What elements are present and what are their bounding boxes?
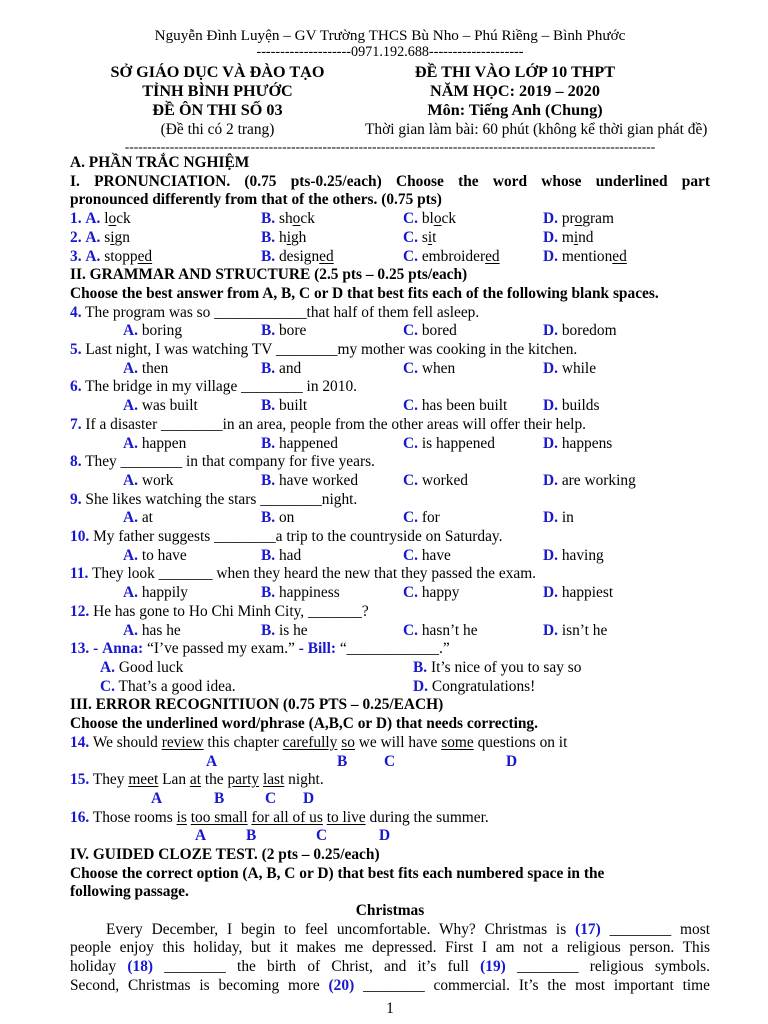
- question-number: 8.: [70, 453, 82, 471]
- option-text: builds: [561, 397, 600, 415]
- option-text: when: [421, 359, 456, 377]
- question-number: 16.: [70, 808, 90, 826]
- option-text: Good luck: [118, 658, 184, 676]
- option-text: has been built: [421, 397, 508, 415]
- blank-20-marker: (20): [328, 976, 355, 994]
- question-10-options: A. to have B. had C. have D. having: [123, 546, 604, 564]
- exam-set-number: ĐỀ ÔN THI SỐ 03: [152, 101, 283, 119]
- question-text: She likes watching the stars ________night.: [85, 490, 358, 508]
- question-8-options: A. work B. have worked C. worked D. are working: [123, 471, 636, 489]
- section4-instruction-line2: following passage.: [70, 883, 189, 901]
- section3-instruction: Choose the underlined word/phrase (A,B,C or D) that needs correcting.: [70, 715, 538, 733]
- option-text: happened: [278, 434, 338, 452]
- option-text: is he: [278, 621, 308, 639]
- option-text: on: [278, 509, 295, 527]
- question-text: The bridge in my village ________ in 2010.: [85, 378, 357, 396]
- question-number: 10.: [70, 528, 90, 546]
- option-text: have: [421, 546, 451, 564]
- speaker-anna: Anna:: [102, 640, 144, 658]
- section2-heading: II. GRAMMAR AND STRUCTURE (2.5 pts – 0.25 pts/each): [70, 266, 468, 284]
- option-word: mind: [561, 228, 594, 246]
- question-5: [70, 341, 710, 360]
- question-1: 1. A. lock B. shock C. block D. program: [70, 210, 614, 228]
- passage-line-2: people enjoy this holiday, but it makes me depressed. First I am not a religious person. This: [70, 939, 710, 957]
- section4-heading: IV. GUIDED CLOZE TEST. (2 pts – 0.25/each): [70, 845, 380, 863]
- department-line: SỞ GIÁO DỤC VÀ ĐÀO TẠO: [110, 63, 325, 81]
- section1-heading-line1: I. PRONUNCIATION. (0.75 pts-0.25/each) Choose the word whose underlined part: [70, 172, 710, 190]
- header-left-block: [70, 63, 365, 139]
- question-4: [70, 304, 710, 323]
- option-word: designed: [278, 247, 334, 265]
- blank-18-marker: (18): [127, 958, 154, 976]
- question-text: My father suggests ________a trip to the countryside on Saturday.: [93, 528, 503, 546]
- option-word: mentioned: [561, 247, 627, 265]
- option-text: built: [278, 397, 308, 415]
- passage-line-4: Second, Christmas is becoming more (20) ________ commercial. It’s the most important time: [70, 976, 710, 994]
- phone-line: --------------------0971.192.688--------------------: [256, 44, 524, 60]
- question-14: 14. We should review this chapter carefully so we will have some questions on it: [70, 733, 568, 751]
- question-9: [70, 491, 710, 510]
- option-text: worked: [421, 471, 468, 489]
- passage-line-1: Every December, I begin to feel uncomfortable. Why? Christmas is (17) ________ most: [106, 920, 710, 938]
- question-2: 2. A. sign B. high C. sit D. mind: [70, 228, 594, 246]
- option-text: That’s a good idea.: [118, 677, 236, 695]
- subject-line: Môn: Tiếng Anh (Chung): [427, 101, 603, 119]
- option-text: bored: [421, 322, 457, 340]
- option-word: shock: [278, 210, 315, 228]
- option-text: and: [278, 359, 302, 377]
- question-text: They look _______ when they heard the new that they passed the exam.: [91, 565, 537, 583]
- question-11: [70, 565, 710, 584]
- option-text: happen: [141, 434, 187, 452]
- question-number: 13.: [70, 640, 90, 658]
- question-12: [70, 603, 710, 622]
- question-text: He has gone to Ho Chi Minh City, _______?: [93, 602, 369, 620]
- option-text: is happened: [421, 434, 495, 452]
- option-word: stopped: [104, 247, 153, 265]
- question-16: 16. Those rooms is too small for all of us to live during the summer.: [70, 808, 489, 826]
- question-number: 12.: [70, 602, 90, 620]
- question-13-options-row1: A. Good luck B. It’s nice of you to say so: [100, 658, 582, 676]
- question-number: 2.: [70, 228, 82, 246]
- option-text: was built: [141, 397, 198, 415]
- option-word: block: [421, 210, 457, 228]
- option-word: sign: [104, 228, 130, 246]
- dashed-divider: ----------------------------------------------------------------------------------------------------------------------: [124, 139, 656, 154]
- question-10: [70, 528, 710, 547]
- option-word: program: [561, 210, 614, 228]
- option-text: then: [141, 359, 169, 377]
- question-number: 5.: [70, 341, 82, 359]
- section1-heading-line2: pronounced differently from that of the others. (0.75 pts): [70, 191, 442, 209]
- option-word: high: [278, 228, 307, 246]
- question-6-options: A. was built B. built C. has been built D. builds: [123, 397, 600, 415]
- question-number: 14.: [70, 733, 90, 751]
- part-a-title: A. PHẦN TRẮC NGHIỆM: [70, 154, 250, 171]
- question-number: 7.: [70, 415, 82, 433]
- option-text: while: [561, 359, 597, 377]
- option-word: embroidered: [421, 247, 500, 265]
- question-7-options: A. happen B. happened C. is happened D. happens: [123, 434, 613, 452]
- option-text: for: [421, 509, 440, 527]
- section4-instruction-line1: Choose the correct option (A, B, C or D) that best fits each numbered space in the: [70, 864, 605, 882]
- blank-17-marker: (17): [575, 920, 601, 938]
- passage-title: Christmas: [355, 902, 425, 920]
- option-text: having: [561, 546, 604, 564]
- option-text: hasn’t he: [421, 621, 478, 639]
- option-text: It’s nice of you to say so: [430, 658, 582, 676]
- question-number: 15.: [70, 771, 90, 789]
- question-4-options: A. boring B. bore C. bored D. boredom: [123, 322, 617, 340]
- question-13: 13. - Anna: “I’ve passed my exam.” - Bill: “____________.”: [70, 640, 450, 658]
- exam-header: [70, 63, 710, 139]
- teacher-name-line: Nguyễn Đình Luyện – GV Trường THCS Bù Nho – Phú Riềng – Bình Phước: [154, 27, 626, 44]
- question-7: [70, 416, 710, 435]
- question-text: The program was so ____________that half of them fell asleep.: [85, 303, 480, 321]
- question-3: 3. A. stopped B. designed C. embroidered D. mentioned: [70, 247, 627, 265]
- option-text: are working: [561, 471, 636, 489]
- option-word: lock: [104, 210, 131, 228]
- option-text: have worked: [278, 471, 359, 489]
- exam-title: ĐỀ THI VÀO LỚP 10 THPT: [414, 63, 616, 81]
- question-text: Last night, I was watching TV ________my mother was cooking in the kitchen.: [85, 341, 578, 359]
- option-text: Congratulations!: [431, 677, 536, 695]
- question-text: They ________ in that company for five years.: [85, 453, 375, 471]
- question-15: 15. They meet Lan at the party last night.: [70, 771, 324, 789]
- page-number: 1: [386, 999, 394, 1017]
- passage-line-3: holiday (18) ________ the birth of Christ, and it’s full (19) ________ religious symbols.: [70, 958, 711, 976]
- question-12-options: A. has he B. is he C. hasn’t he D. isn’t he: [123, 621, 608, 639]
- speaker-bill: Bill:: [307, 640, 336, 658]
- option-text: happens: [561, 434, 613, 452]
- header-right-block: [365, 63, 708, 139]
- option-text: at: [141, 509, 153, 527]
- option-text: in: [561, 509, 574, 527]
- question-13-options-row2: C. That’s a good idea. D. Congratulations!: [100, 677, 536, 695]
- pages-note: (Đề thi có 2 trang): [160, 121, 275, 138]
- question-number: 11.: [70, 565, 89, 583]
- option-text: happiest: [561, 584, 614, 602]
- question-11-options: A. happily B. happiness C. happy D. happiest: [123, 584, 614, 602]
- question-5-options: A. then B. and C. when D. while: [123, 359, 597, 377]
- option-word: sit: [421, 228, 437, 246]
- option-text: happily: [141, 584, 188, 602]
- option-text: has he: [141, 621, 181, 639]
- option-text: to have: [141, 546, 187, 564]
- option-text: happiness: [278, 584, 340, 602]
- question-16-letters: A B C D: [195, 827, 391, 845]
- duration-line: Thời gian làm bài: 60 phút (không kể thời gian phát đề): [365, 121, 708, 138]
- question-text: If a disaster ________in an area, people from the other areas will offer their help.: [85, 415, 586, 433]
- question-number: 4.: [70, 303, 82, 321]
- question-number: 9.: [70, 490, 82, 508]
- question-8: [70, 453, 710, 472]
- option-text: boredom: [561, 322, 617, 340]
- question-number: 1.: [70, 210, 82, 228]
- question-14-letters: A B C D: [206, 752, 518, 770]
- option-text: had: [278, 546, 302, 564]
- option-text: bore: [278, 322, 307, 340]
- option-text: work: [141, 471, 174, 489]
- school-year: NĂM HỌC: 2019 – 2020: [430, 82, 600, 100]
- question-6: [70, 378, 710, 397]
- section3-heading: III. ERROR RECOGNITIUON (0.75 PTS – 0.25/EACH): [70, 696, 444, 714]
- question-9-options: A. at B. on C. for D. in: [123, 509, 574, 527]
- option-text: happy: [421, 584, 460, 602]
- section2-instruction: Choose the best answer from A, B, C or D that best fits each of the following blank spaces.: [70, 284, 659, 302]
- option-text: isn’t he: [561, 621, 608, 639]
- province-line: TỈNH BÌNH PHƯỚC: [142, 82, 293, 100]
- question-15-letters: A B C D: [151, 789, 315, 807]
- question-number: 3.: [70, 247, 82, 265]
- option-text: boring: [141, 322, 183, 340]
- blank-19-marker: (19): [480, 958, 506, 976]
- question-number: 6.: [70, 378, 82, 396]
